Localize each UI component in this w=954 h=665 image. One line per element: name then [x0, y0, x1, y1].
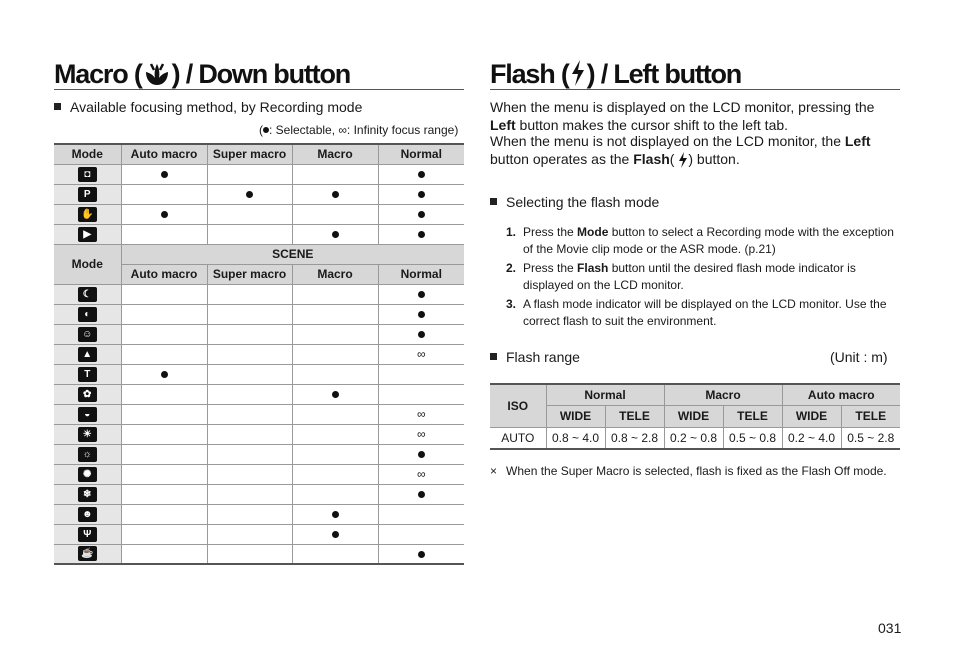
row-label-auto: AUTO — [490, 427, 546, 449]
focus-cell — [121, 364, 207, 384]
step-1: 1. Press the Mode button to select a Recording mode with the exception of the Movie clip mode or the ASR mode. (p.21) — [506, 225, 894, 256]
bullet-square — [490, 353, 497, 360]
focus-cell — [292, 544, 378, 564]
focus-cell — [121, 504, 207, 524]
focus-cell — [292, 444, 378, 464]
focus-cell — [378, 504, 464, 524]
selectable-dot-icon — [161, 211, 168, 218]
focus-cell — [121, 404, 207, 424]
header-row — [54, 144, 464, 164]
scene-row — [54, 364, 464, 384]
focus-cell — [207, 444, 292, 464]
sub-tele: TELE — [841, 405, 900, 427]
focus-cell — [378, 304, 464, 324]
mode-icon-cell — [54, 404, 121, 424]
mode-icon-cell — [54, 184, 121, 204]
unit-label: (Unit : m) — [830, 349, 888, 365]
focus-cell — [292, 384, 378, 404]
flash-title-rule — [490, 89, 900, 90]
selectable-dot-icon — [332, 191, 339, 198]
focus-cell — [378, 444, 464, 464]
scene-row — [54, 324, 464, 344]
range-value: 0.8 ~ 4.0 — [546, 427, 605, 449]
focus-cell — [378, 164, 464, 184]
flash-steps — [506, 224, 898, 332]
header-auto-macro: Auto macro — [121, 144, 207, 164]
focus-cell — [292, 404, 378, 424]
mode-row — [54, 204, 464, 224]
header-super-macro: Super macro — [207, 144, 292, 164]
focus-cell — [121, 484, 207, 504]
focus-cell — [292, 224, 378, 244]
scene-row — [54, 384, 464, 404]
scene-row — [54, 524, 464, 544]
group-normal: Normal — [546, 384, 664, 405]
legend-note: ( : Selectable, ∞: Infinity focus range) — [259, 123, 459, 137]
night-icon: ☾ — [78, 287, 97, 302]
focus-cell — [121, 224, 207, 244]
scene-row — [54, 344, 464, 364]
focus-cell — [121, 544, 207, 564]
selectable-dot-icon — [418, 191, 425, 198]
focus-cell — [378, 524, 464, 544]
mode-row — [54, 184, 464, 204]
range-value: 0.8 ~ 2.8 — [605, 427, 664, 449]
focus-cell — [207, 524, 292, 544]
selectable-dot-icon — [332, 531, 339, 538]
focus-cell — [292, 524, 378, 544]
focus-cell — [121, 204, 207, 224]
header-normal: Normal — [378, 264, 464, 284]
focus-cell — [207, 404, 292, 424]
focus-cell — [207, 284, 292, 304]
focus-cell — [292, 184, 378, 204]
focus-cell — [378, 424, 464, 444]
range-value: 0.5 ~ 2.8 — [841, 427, 900, 449]
dawn-icon: ☀ — [78, 427, 97, 442]
movie-icon: ▶ — [78, 227, 97, 242]
cafe-icon: ☕ — [78, 546, 97, 561]
mode-row — [54, 164, 464, 184]
sub-wide: WIDE — [664, 405, 723, 427]
scene-row — [54, 544, 464, 564]
intro-paragraph-2: When the menu is not displayed on the LCD monitor, the Left button operates as the Flash( ) button. — [490, 133, 871, 167]
mode-icon-cell — [54, 204, 121, 224]
selectable-dot-icon — [418, 211, 425, 218]
infinity-mark: ∞ — [416, 427, 426, 441]
focus-cell — [121, 164, 207, 184]
mode-icon-cell — [54, 284, 121, 304]
focus-cell — [121, 184, 207, 204]
focus-cell — [207, 504, 292, 524]
fireworks-icon: ✺ — [78, 467, 97, 482]
scene-label: SCENE — [121, 244, 464, 264]
macro-title-rule — [54, 89, 464, 90]
scene-row — [54, 424, 464, 444]
flash-range-table — [490, 383, 900, 450]
infinity-mark: ∞ — [416, 347, 426, 361]
close-up-icon: ✿ — [78, 387, 97, 402]
focus-cell — [207, 424, 292, 444]
scene-row — [54, 484, 464, 504]
focus-cell — [292, 504, 378, 524]
portrait-icon: ◐ — [78, 307, 97, 322]
focus-cell — [378, 284, 464, 304]
focus-cell — [292, 464, 378, 484]
mode-icon-cell — [54, 164, 121, 184]
flash-sub-row — [490, 405, 900, 427]
group-macro: Macro — [664, 384, 782, 405]
mode-icon-cell — [54, 484, 121, 504]
range-value: 0.2 ~ 0.8 — [664, 427, 723, 449]
selecting-flash-bullet: Selecting the flash mode — [490, 194, 659, 210]
focus-cell — [121, 324, 207, 344]
mode-icon-cell — [54, 424, 121, 444]
selectable-dot-icon — [332, 231, 339, 238]
mode-row — [54, 224, 464, 244]
selectable-dot-icon — [161, 371, 168, 378]
selectable-dot-icon — [418, 551, 425, 558]
focus-cell — [207, 344, 292, 364]
selectable-dot-icon — [161, 171, 168, 178]
selectable-dot-icon — [418, 311, 425, 318]
scene-row — [54, 304, 464, 324]
sunset-icon: ◒ — [78, 407, 97, 422]
mode-icon-cell — [54, 444, 121, 464]
focus-cell — [292, 324, 378, 344]
intro-paragraph-1: When the menu is displayed on the LCD monitor, pressing the Left button makes the cursor shift to the left tab. — [490, 99, 875, 133]
focus-cell — [121, 524, 207, 544]
focus-cell — [207, 184, 292, 204]
scene-row — [54, 504, 464, 524]
flash-auto-row — [490, 427, 900, 449]
super-macro-note: × When the Super Macro is selected, flash is fixed as the Flash Off mode. — [490, 464, 887, 478]
flash-title: Flash ( ) / Left button — [490, 59, 742, 89]
mode-icon-cell — [54, 344, 121, 364]
selectable-dot-icon — [418, 231, 425, 238]
sub-tele: TELE — [605, 405, 664, 427]
focus-cell — [207, 484, 292, 504]
focus-cell — [378, 484, 464, 504]
focus-cell — [378, 464, 464, 484]
mode-icon-cell — [54, 464, 121, 484]
sub-tele: TELE — [723, 405, 782, 427]
focus-mode-table — [54, 143, 464, 565]
selectable-dot-icon — [418, 451, 425, 458]
flash-range-bullet: Flash range — [490, 349, 580, 365]
selectable-dot-icon — [418, 171, 425, 178]
selectable-dot-icon — [418, 291, 425, 298]
focus-cell — [292, 304, 378, 324]
mode-icon-cell — [54, 364, 121, 384]
scene-row — [54, 284, 464, 304]
header-normal: Normal — [378, 144, 464, 164]
scene-mode-label: Mode — [54, 244, 121, 284]
infinity-mark: ∞ — [416, 467, 426, 481]
flash-bolt-icon — [569, 59, 587, 87]
macro-flower-icon — [142, 59, 172, 87]
page-number: 031 — [878, 620, 902, 636]
focus-cell — [121, 464, 207, 484]
program-icon: P — [78, 187, 97, 202]
infinity-mark: ∞ — [416, 407, 426, 421]
dis-icon: ✋ — [78, 207, 97, 222]
scene-row — [54, 444, 464, 464]
selectable-dot-icon — [418, 491, 425, 498]
focus-cell — [378, 204, 464, 224]
focus-cell — [378, 184, 464, 204]
header-macro: Macro — [292, 144, 378, 164]
focus-cell — [121, 304, 207, 324]
scene-row — [54, 404, 464, 424]
selectable-dot-icon — [332, 511, 339, 518]
focus-cell — [378, 404, 464, 424]
mode-icon-cell — [54, 384, 121, 404]
header-super-macro: Super macro — [207, 264, 292, 284]
food-icon: Ψ — [78, 527, 97, 542]
focus-cell — [207, 464, 292, 484]
group-auto-macro: Auto macro — [782, 384, 900, 405]
flash-group-row — [490, 384, 900, 405]
header-auto-macro: Auto macro — [121, 264, 207, 284]
focus-cell — [121, 384, 207, 404]
focus-cell — [378, 224, 464, 244]
focus-cell — [121, 424, 207, 444]
iso-header: ISO — [490, 384, 546, 427]
self-shot-icon: ☻ — [78, 507, 97, 522]
focus-cell — [121, 444, 207, 464]
flash-inline-icon — [678, 152, 688, 168]
text-icon: T — [78, 367, 97, 382]
mode-icon-cell — [54, 544, 121, 564]
bullet-square — [490, 198, 497, 205]
camera-icon: ◘ — [78, 167, 97, 182]
sub-wide: WIDE — [782, 405, 841, 427]
focus-cell — [207, 384, 292, 404]
step-3: 3. A flash mode indicator will be displayed on the LCD monitor. Use the correct flash to suit the environment. — [506, 297, 887, 328]
focus-cell — [292, 284, 378, 304]
focus-cell — [207, 324, 292, 344]
sub-wide: WIDE — [546, 405, 605, 427]
landscape-icon: ▲ — [78, 347, 97, 362]
mode-icon-cell — [54, 224, 121, 244]
step-2: 2. Press the Flash button until the desired flash mode indicator is displayed on the LCD monitor. — [506, 261, 856, 292]
selectable-dot-icon — [246, 191, 253, 198]
focus-cell — [378, 344, 464, 364]
focus-cell — [292, 424, 378, 444]
focus-cell — [378, 384, 464, 404]
focus-cell — [207, 304, 292, 324]
focus-cell — [292, 204, 378, 224]
mode-icon-cell — [54, 524, 121, 544]
children-icon: ☺ — [78, 327, 97, 342]
focus-cell — [292, 344, 378, 364]
selectable-dot-icon — [332, 391, 339, 398]
focus-cell — [207, 364, 292, 384]
backlight-icon: ☼ — [78, 447, 97, 462]
focus-cell — [121, 284, 207, 304]
header-macro: Macro — [292, 264, 378, 284]
focus-cell — [207, 164, 292, 184]
focus-cell — [207, 204, 292, 224]
macro-title: Macro ( ) / Down button — [54, 59, 351, 89]
range-value: 0.5 ~ 0.8 — [723, 427, 782, 449]
focus-cell — [292, 164, 378, 184]
focus-cell — [292, 364, 378, 384]
header-mode: Mode — [54, 144, 121, 164]
mode-icon-cell — [54, 504, 121, 524]
selectable-dot-icon — [418, 331, 425, 338]
mode-icon-cell — [54, 324, 121, 344]
scene-row — [54, 464, 464, 484]
focusing-method-bullet: Available focusing method, by Recording mode — [54, 99, 362, 115]
beach-snow-icon: ❄ — [78, 487, 97, 502]
focus-cell — [207, 224, 292, 244]
focus-cell — [378, 364, 464, 384]
focus-cell — [121, 344, 207, 364]
focus-cell — [378, 544, 464, 564]
focus-cell — [378, 324, 464, 344]
focus-cell — [292, 484, 378, 504]
scene-header-row — [54, 244, 464, 264]
focus-cell — [207, 544, 292, 564]
mode-icon-cell — [54, 304, 121, 324]
bullet-square — [54, 103, 61, 110]
range-value: 0.2 ~ 4.0 — [782, 427, 841, 449]
